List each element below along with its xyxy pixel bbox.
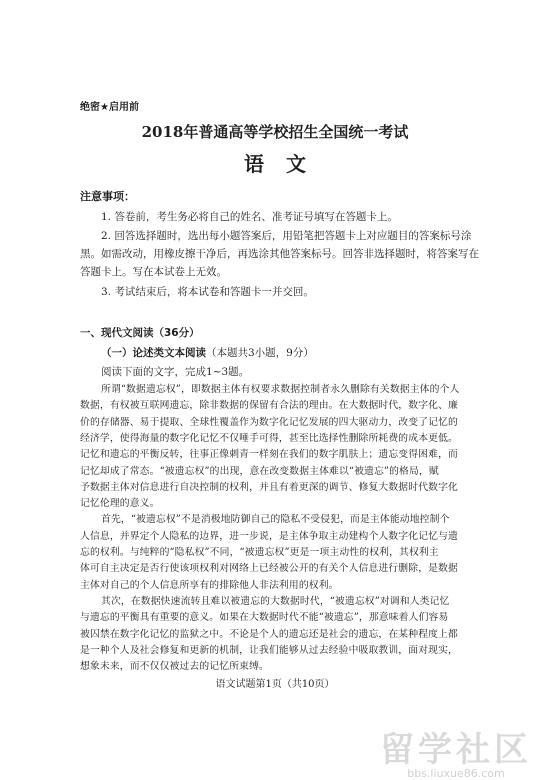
passage-line: 被囚禁在数字化记忆的监狱之中。不论是个人的遗忘还是社会的遗忘，在某种程度上都 [80,628,458,640]
watermark-url: bbs.liuxue86.com [407,767,505,780]
passage-line: 首先，“被遗忘权”不是消极地防御自己的隐私不受侵犯，而是主体能动地控制个 [101,514,450,526]
passage-line: 所谓“数据遗忘权”，即数据主体有权要求数据控制者永久删除有关数据主体的个人 [101,384,460,395]
passage-line: 人信息，并界定个人隐私的边界，进一步说，是主体争取主动建构个人数字化记忆与遗 [80,530,458,542]
reading-instruction: 阅读下面的文字，完成1~3题。 [101,366,250,378]
watermark-logo [380,722,532,780]
watermark-text: 留学社区 [380,730,532,770]
subsection-label: （一）论述类文本阅读 [101,347,206,359]
notice-line: 2. 回答选择题时，选出每小题答案后，用铅笔把答题卡上对应题目的答案标号涂 [101,230,472,242]
passage-line: 经济学，使得海量的数字化记忆不仅唾手可得，甚至比选择性删除所耗费的成本更低。 [80,432,458,444]
passage-line: 价的存储器、易于提取、全球性覆盖作为数字化记忆发展的四大驱动力，改变了记忆的 [80,416,458,428]
passage-line: 与遗忘的平衡具有重要的意义。如果在大数据时代不能“被遗忘”，那意味着人们容易 [80,612,449,624]
section-title: 一、现代文阅读（36分） [80,327,200,339]
confidential-mark: 绝密★启用前 [80,102,139,113]
page-footer: 语文试题第1页（共10页） [215,679,335,690]
subsection-note: （本题共3小题，9分） [206,347,314,359]
notice-title: 注意事项： [80,190,135,203]
passage-line: 其次，在数据快速流转且难以被遗忘的大数据时代，“被遗忘权”对调和人类记忆 [101,595,450,607]
passage-line: 记忆和遗忘的平衡反转，往事正像刺青一样刻在我们的数字肌肤上；遗忘变得困难，而 [80,449,458,461]
notice-line: 3. 考试结束后，将本试卷和答题卡一并交回。 [101,286,314,298]
passage-line: 主体对自己的个人信息所享有的排除他人非法利用的权利。 [80,579,339,591]
subject-title: 语文 [244,152,328,176]
notice-line: 答题卡上。写在本试卷上无效。 [80,266,227,278]
passage-line: 予数据主体对信息进行自决控制的权利，并且有着更深的调节、修复大数据时代数字化 [80,481,458,493]
notice-line: 黑。如需改动，用橡皮擦干净后，再选涂其他答案标号。回答非选择题时，将答案写在 [80,248,479,260]
passage-line: 体可自主决定是否行使该项权利对网络上已经被公开的有关个人信息进行删除，是数据 [80,563,458,575]
passage-line: 想象未来，而不仅仅被过去的记忆所束缚。 [80,661,269,673]
passage-line: 忘的权利。与纯粹的“隐私权”不同，“被遗忘权”更是一项主动性的权利，其权利主 [80,547,439,558]
passage-line: 记忆伦理的意义。 [80,498,160,510]
exam-title: 2018年普通高等学校招生全国统一考试 [141,123,409,141]
passage-line: 数据，有权被互联网遗忘，除非数据的保留有合法的理由。在大数据时代，数字化、廉 [80,400,458,412]
passage-line: 是一种个人及社会修复和更新的机制，让我们能够从过去经验中吸取教训，面对现实， [80,644,458,656]
notice-line: 1. 答卷前，考生务必将自己的姓名、准考证号填写在答题卡上。 [101,211,398,223]
subsection-heading [101,345,314,360]
passage-line: 记忆却成了常态。“被遗忘权”的出现，意在改变数据主体难以“被遗忘”的格局，赋 [80,465,439,477]
